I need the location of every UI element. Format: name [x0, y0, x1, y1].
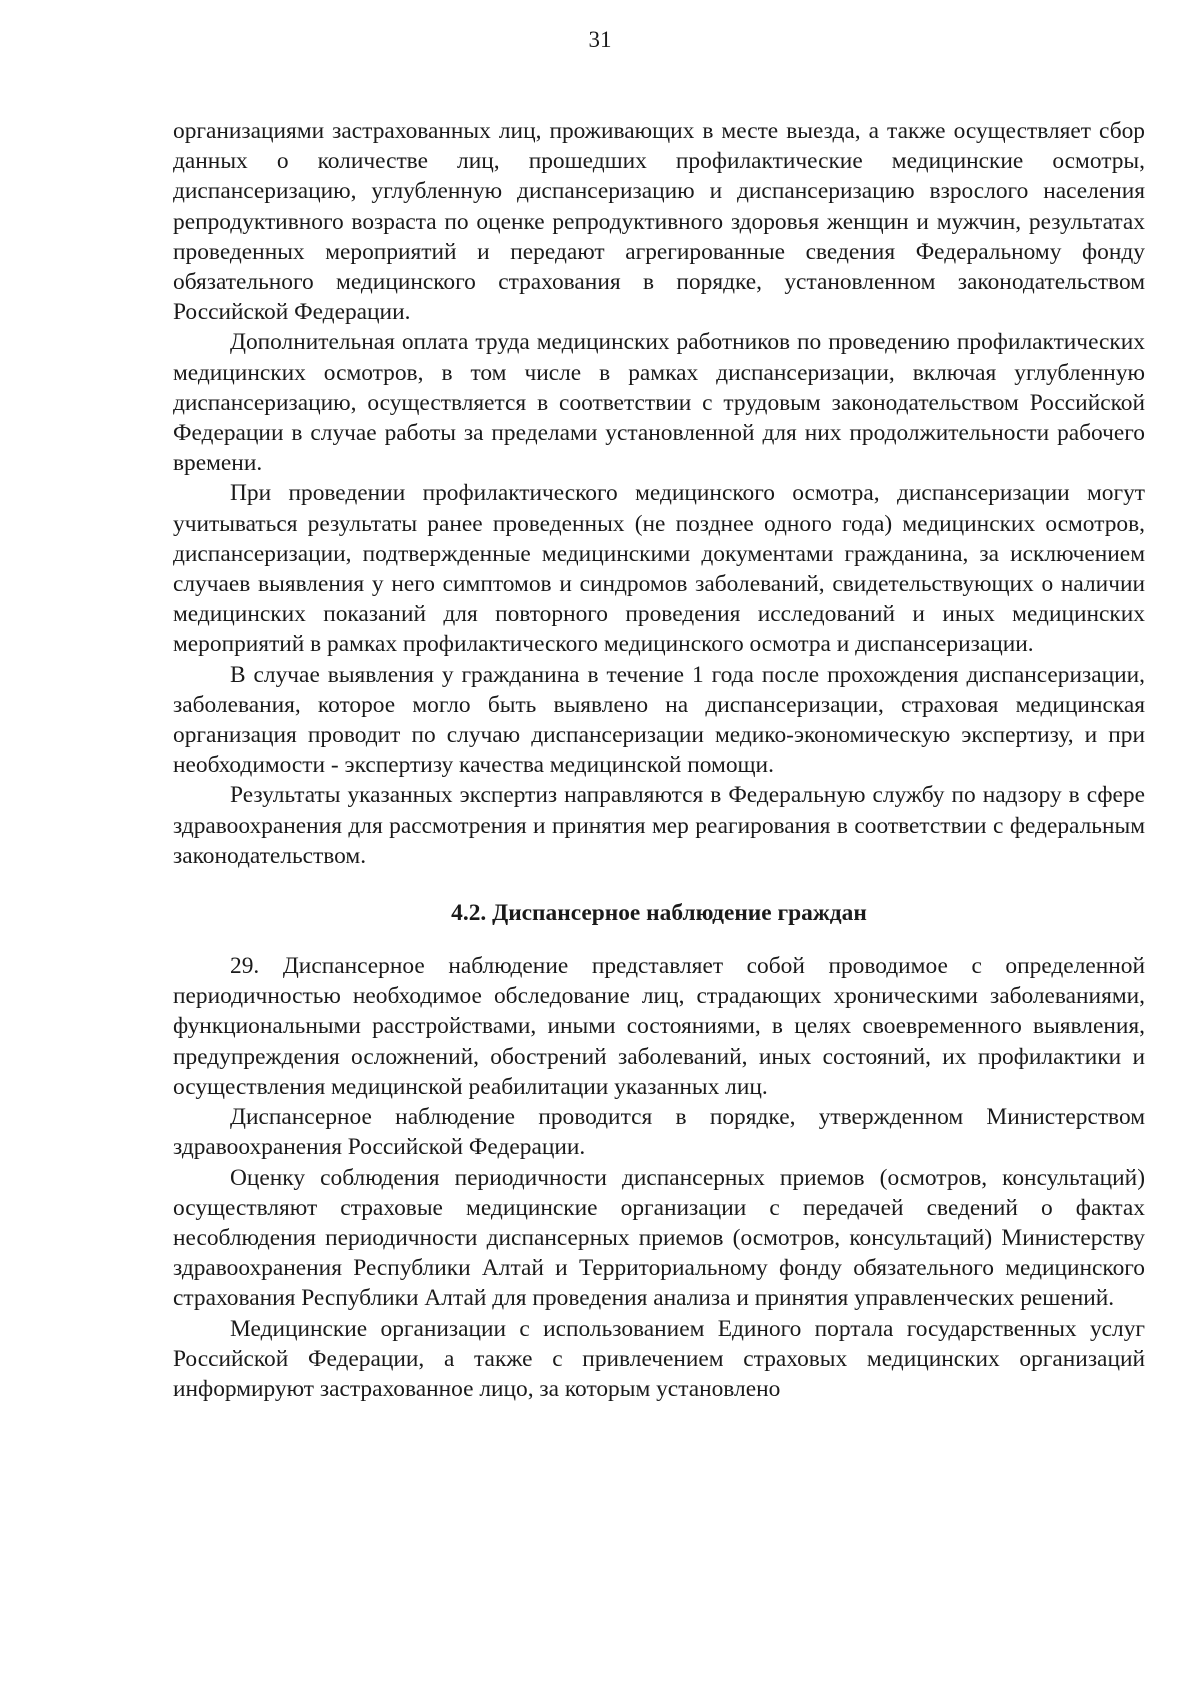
paragraph-informing: Медицинские организации с использованием Единого портала государственных услуг Российской Федерации, а также с привлечением страховых медицинских организаций информируют застрахованное лицо, за которым установлено	[173, 1315, 1145, 1402]
paragraph-expertise-case: В случае выявления у гражданина в течение 1 года после прохождения диспансеризации, заболевания, которое могло быть выявлено на диспансеризации, страховая медицинская организация проводит по случаю диспансеризации медико-экономическую экспертизу, и при необходимости - экспертизу качества медицинской помощи.	[173, 661, 1145, 779]
paragraph-continuation: организациями застрахованных лиц, проживающих в месте выезда, а также осуществляет сбор данных о количестве лиц, прошедших профилактические медицинские осмотры, диспансеризацию, углубленную диспансеризацию и диспансеризацию взрослого населения репродуктивного возраста по оценке репродуктивного здоровья женщин и мужчин, результатах проведенных мероприятий и передают агрегированные сведения Федеральному фонду обязательного медицинского страхования в порядке, установленном законодательством Российской Федерации.	[173, 118, 1145, 326]
section-heading: 4.2. Диспансерное наблюдение граждан	[451, 900, 867, 927]
paragraph-additional-payment: Дополнительная оплата труда медицинских работников по проведению профилактических медицинских осмотров, в том числе в рамках диспансеризации, включая углубленную диспансеризацию, осуществляется в соответствии с трудовым законодательством Российской Федерации в случае работы за пределами установленной для них продолжительности рабочего времени.	[173, 329, 1145, 477]
page-number: 31	[588, 27, 612, 52]
paragraph-periodicity: Оценку соблюдения периодичности диспансерных приемов (осмотров, консультаций) осуществляют страховые медицинские организации с передачей сведений о фактах несоблюдения периодичности диспансерных приемов (осмотров, консультаций) Министерству здравоохранения Республики Алтай и Территориальному фонду обязательного медицинского страхования Республики Алтай для проведения анализа и принятия управленческих решений.	[173, 1164, 1145, 1312]
paragraph-expertise-results: Результаты указанных экспертиз направляются в Федеральную службу по надзору в сфере здравоохранения для рассмотрения и принятия мер реагирования в соответствии с федеральным законодательством.	[173, 782, 1145, 869]
paragraph-previous-results: При проведении профилактического медицинского осмотра, диспансеризации могут учитываться результаты ранее проведенных (не позднее одного года) медицинских осмотров, диспансеризации, подтвержденные медицинскими документами гражданина, за исключением случаев выявления у него симптомов и синдромов заболеваний, свидетельствующих о наличии медицинских показаний для повторного проведения исследований и иных медицинских мероприятий в рамках профилактического медицинского осмотра и диспансеризации.	[173, 480, 1145, 658]
document-body	[173, 116, 1145, 1404]
paragraph-order: Диспансерное наблюдение проводится в порядке, утвержденном Министерством здравоохранения Российской Федерации.	[173, 1104, 1145, 1161]
paragraph-item-29: 29. Диспансерное наблюдение представляет собой проводимое с определенной периодичностью необходимое обследование лиц, страдающих хроническими заболеваниями, функциональными расстройствами, иными состояниями, в целях своевременного выявления, предупреждения осложнений, обострений заболеваний, иных состояний, их профилактики и осуществления медицинской реабилитации указанных лиц.	[173, 953, 1145, 1100]
